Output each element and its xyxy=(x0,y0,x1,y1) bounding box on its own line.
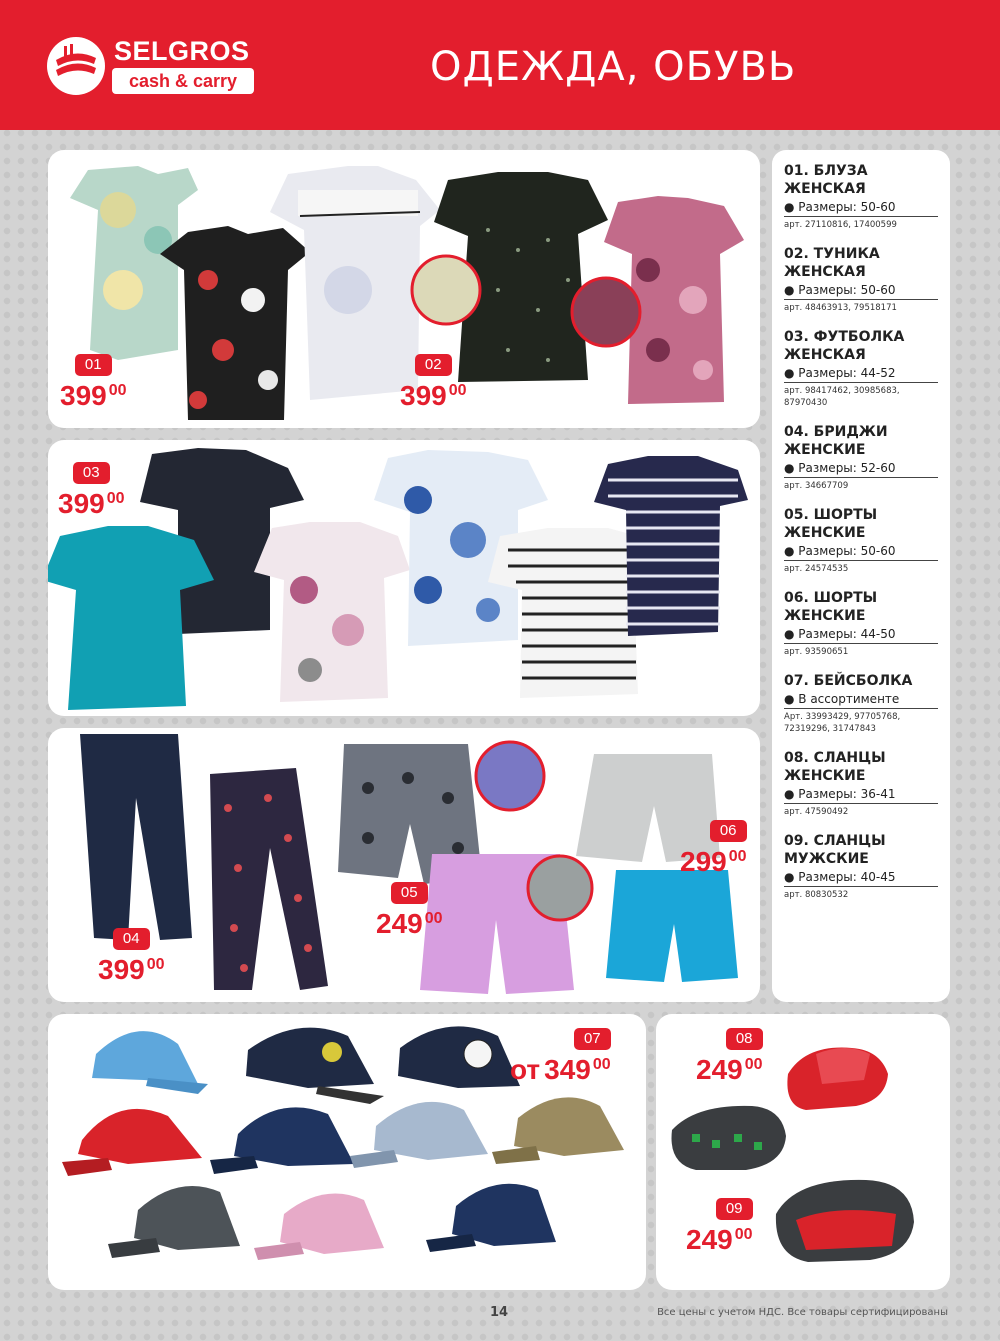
cap-khaki-icon xyxy=(492,1097,624,1164)
page-header xyxy=(0,0,1000,130)
product-title: 09. СЛАНЦЫ МУЖСКИЕ xyxy=(784,833,886,867)
price-tag-09 xyxy=(686,1198,753,1255)
tshirts-illustration xyxy=(48,440,760,716)
product-article: арт. 27110816, 17400599 xyxy=(784,220,897,230)
tag-number: 07 xyxy=(574,1028,611,1050)
product-item-02 xyxy=(784,245,938,314)
product-article: арт. 24574535 xyxy=(784,564,849,574)
price-tag-08 xyxy=(696,1028,763,1085)
product-sizes: ● Размеры: 50-60 xyxy=(784,282,938,300)
slipper-men-grey-2-icon xyxy=(776,1180,914,1262)
product-article: арт. 47590492 xyxy=(784,807,849,817)
selgros-logo-icon xyxy=(46,36,106,96)
tag-number: 01 xyxy=(75,354,112,376)
product-sizes: ● Размеры: 44-50 xyxy=(784,626,938,644)
cap-red-icon xyxy=(62,1109,202,1176)
panel-shorts xyxy=(48,728,760,1002)
tag-number: 06 xyxy=(710,820,747,842)
product-sizes: ● Размеры: 52-60 xyxy=(784,460,938,478)
page-number: 14 xyxy=(490,1305,509,1320)
product-item-07 xyxy=(784,672,938,735)
product-article: арт. 34667709 xyxy=(784,481,849,491)
price-tag-06 xyxy=(680,820,747,877)
product-article: Арт. 33993429, 97705768, 72319296, 31747843 xyxy=(784,712,901,734)
tag-price: 399 $^{00}$ xyxy=(400,380,467,411)
tag-price: 399 $^{00}$ xyxy=(58,488,125,519)
page-title: ОДЕЖДА, ОБУВЬ xyxy=(430,44,797,90)
product-item-09 xyxy=(784,832,938,901)
product-sizes: ● Размеры: 40-45 xyxy=(784,869,938,887)
cap-light-blue-icon xyxy=(92,1031,208,1094)
cap-dark-grey-icon xyxy=(108,1186,240,1258)
product-title: 05. ШОРТЫ ЖЕНСКИЕ xyxy=(784,507,878,541)
panel-slippers xyxy=(656,1014,950,1290)
product-article: арт. 80830532 xyxy=(784,890,849,900)
product-article: арт. 93590651 xyxy=(784,647,849,657)
slipper-men-grey-1-icon xyxy=(672,1106,787,1170)
slipper-red-women-icon xyxy=(787,1048,888,1110)
tag-price: 249 $^{00}$ xyxy=(376,908,443,939)
product-sizes: ● Размеры: 36-41 xyxy=(784,786,938,804)
cap-grey-blue-icon xyxy=(350,1102,488,1168)
selgros-logo[interactable] xyxy=(46,36,261,96)
cap-navy-sport-icon xyxy=(210,1107,354,1174)
footer-note: Все цены с учетом НДС. Все товары сертифицированы xyxy=(657,1307,948,1318)
price-tag-05 xyxy=(376,882,443,939)
product-item-08 xyxy=(784,749,938,818)
product-item-03 xyxy=(784,328,938,409)
product-title: 06. ШОРТЫ ЖЕНСКИЕ xyxy=(784,590,878,624)
product-sizes: ● Размеры: 50-60 xyxy=(784,199,938,217)
product-sizes: ● В ассортименте xyxy=(784,691,938,709)
panel-blouses xyxy=(48,150,760,428)
tag-price: 249 $^{00}$ xyxy=(696,1054,763,1085)
tag-price: 399 $^{00}$ xyxy=(98,954,165,985)
brand-tagline: cash & carry xyxy=(112,68,254,94)
cap-navy-icon xyxy=(426,1184,556,1252)
price-tag-02 xyxy=(400,354,467,411)
product-item-04 xyxy=(784,423,938,492)
product-title: 02. ТУНИКА ЖЕНСКАЯ xyxy=(784,246,880,280)
price-tag-03 xyxy=(58,462,125,519)
tag-number: 04 xyxy=(113,928,150,950)
product-sizes: ● Размеры: 44-52 xyxy=(784,365,938,383)
product-title: 03. ФУТБОЛКА ЖЕНСКАЯ xyxy=(784,329,905,363)
tag-price: 249 $^{00}$ xyxy=(686,1224,753,1255)
panel-tshirts xyxy=(48,440,760,716)
tag-price: 399 $^{00}$ xyxy=(60,380,127,411)
tag-number: 08 xyxy=(726,1028,763,1050)
product-sizes: ● Размеры: 50-60 xyxy=(784,543,938,561)
product-title: 07. БЕЙСБОЛКА xyxy=(784,673,913,689)
tag-number: 02 xyxy=(415,354,452,376)
product-title: 04. БРИДЖИ ЖЕНСКИЕ xyxy=(784,424,888,458)
product-list xyxy=(772,150,950,1002)
tag-number: 09 xyxy=(716,1198,753,1220)
price-tag-04 xyxy=(98,928,165,985)
product-title: 01. БЛУЗА ЖЕНСКАЯ xyxy=(784,163,868,197)
product-article: арт. 48463913, 79518171 xyxy=(784,303,897,313)
product-title: 08. СЛАНЦЫ ЖЕНСКИЕ xyxy=(784,750,886,784)
tag-number: 03 xyxy=(73,462,110,484)
price-tag-07 xyxy=(510,1028,611,1085)
tag-price: 299 $^{00}$ xyxy=(680,846,747,877)
brand-name: SELGROS xyxy=(114,36,250,66)
tag-number: 05 xyxy=(391,882,428,904)
tag-price: от 349 $^{00}$ xyxy=(510,1054,611,1085)
cap-navy-football-icon xyxy=(246,1028,384,1104)
cap-navy-ball-icon xyxy=(398,1026,520,1088)
cap-pink-icon xyxy=(254,1194,384,1260)
product-item-05 xyxy=(784,506,938,575)
product-article: арт. 98417462, 30985683, 87970430 xyxy=(784,386,900,408)
price-tag-01 xyxy=(60,354,127,411)
product-item-01 xyxy=(784,162,938,231)
panel-caps xyxy=(48,1014,646,1290)
product-item-06 xyxy=(784,589,938,658)
